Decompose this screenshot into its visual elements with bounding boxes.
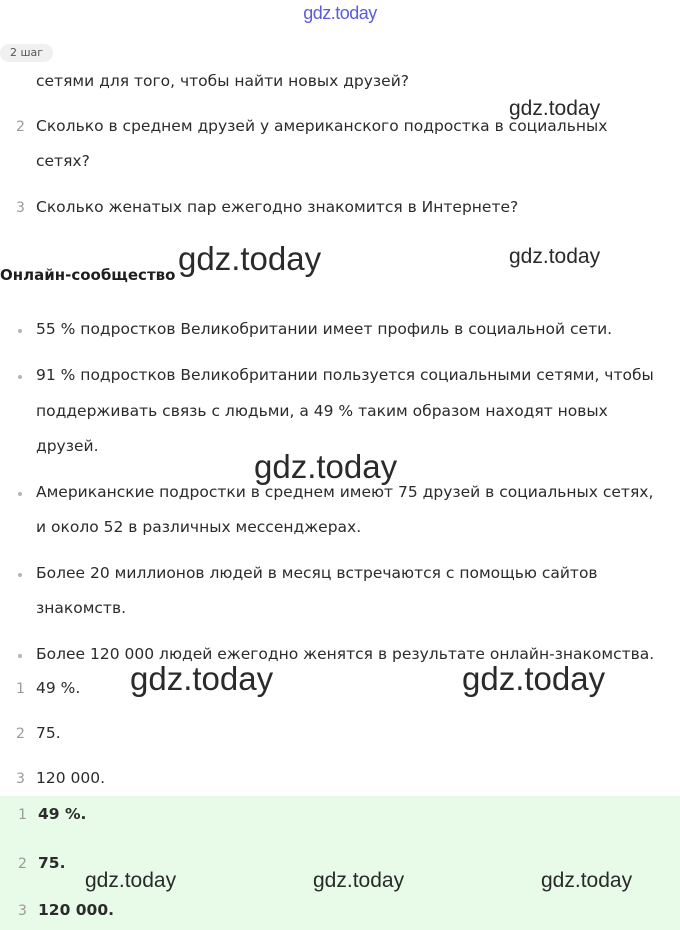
watermark: gdz.today [509, 245, 601, 268]
answer-text: 75. [36, 724, 61, 742]
question-2-line: сетях? [36, 152, 90, 170]
watermark: gdz.today [509, 97, 601, 120]
step-badge: 2 шаг [0, 44, 53, 62]
question-number: 3 [16, 200, 25, 216]
question-number: 2 [16, 119, 25, 135]
section-title: Онлайн-сообщество [0, 266, 176, 284]
answer-text: 49 %. [36, 679, 81, 697]
bullet-line: знакомств. [36, 599, 127, 617]
answer-number: 2 [16, 726, 25, 742]
answer-box-text: 120 000. [38, 901, 114, 919]
bullet-line: Более 120 000 людей ежегодно женятся в результате онлайн-знакомства. [36, 645, 655, 663]
bullet-line: 91 % подростков Великобритании пользуется социальными сетями, чтобы [36, 366, 654, 384]
watermark: gdz.today [462, 660, 606, 697]
watermark: gdz.today [541, 869, 633, 892]
question-1-tail: сетями для того, чтобы найти новых друзей? [36, 72, 409, 90]
bullet-dot [18, 492, 22, 496]
answer-box-number: 3 [18, 903, 27, 919]
bullet-line: Американские подростки в среднем имеют 75 друзей в социальных сетях, [36, 483, 654, 501]
answer-number: 3 [16, 771, 25, 787]
bullet-line: поддерживать связь с людьми, а 49 % таким образом находят новых [36, 402, 608, 420]
bullet-line: друзей. [36, 437, 99, 455]
bullet-line: и около 52 в различных мессенджерах. [36, 518, 362, 536]
watermark: gdz.today [254, 448, 398, 485]
bullet-dot [18, 329, 22, 333]
answer-number: 1 [16, 681, 25, 697]
bullet-dot [18, 573, 22, 577]
site-logo[interactable]: gdz.today [303, 3, 377, 23]
bullet-dot [18, 654, 22, 658]
answer-text: 120 000. [36, 769, 106, 787]
question-3-line: Сколько женатых пар ежегодно знакомится в Интернете? [36, 198, 519, 216]
watermark: gdz.today [178, 240, 322, 277]
watermark: gdz.today [313, 869, 405, 892]
answer-box-text: 75. [38, 854, 66, 872]
bullet-line: 55 % подростков Великобритании имеет профиль в социальной сети. [36, 320, 613, 338]
watermark: gdz.today [85, 869, 177, 892]
bullet-line: Более 20 миллионов людей в месяц встречаются с помощью сайтов [36, 564, 598, 582]
bullet-dot [18, 375, 22, 379]
answer-box [0, 796, 680, 930]
answer-box-number: 1 [18, 807, 27, 823]
watermark: gdz.today [130, 660, 274, 697]
question-2-line: Сколько в среднем друзей у американского подростка в социальных [36, 117, 608, 135]
answer-box-text: 49 %. [38, 805, 87, 823]
answer-box-number: 2 [18, 856, 27, 872]
